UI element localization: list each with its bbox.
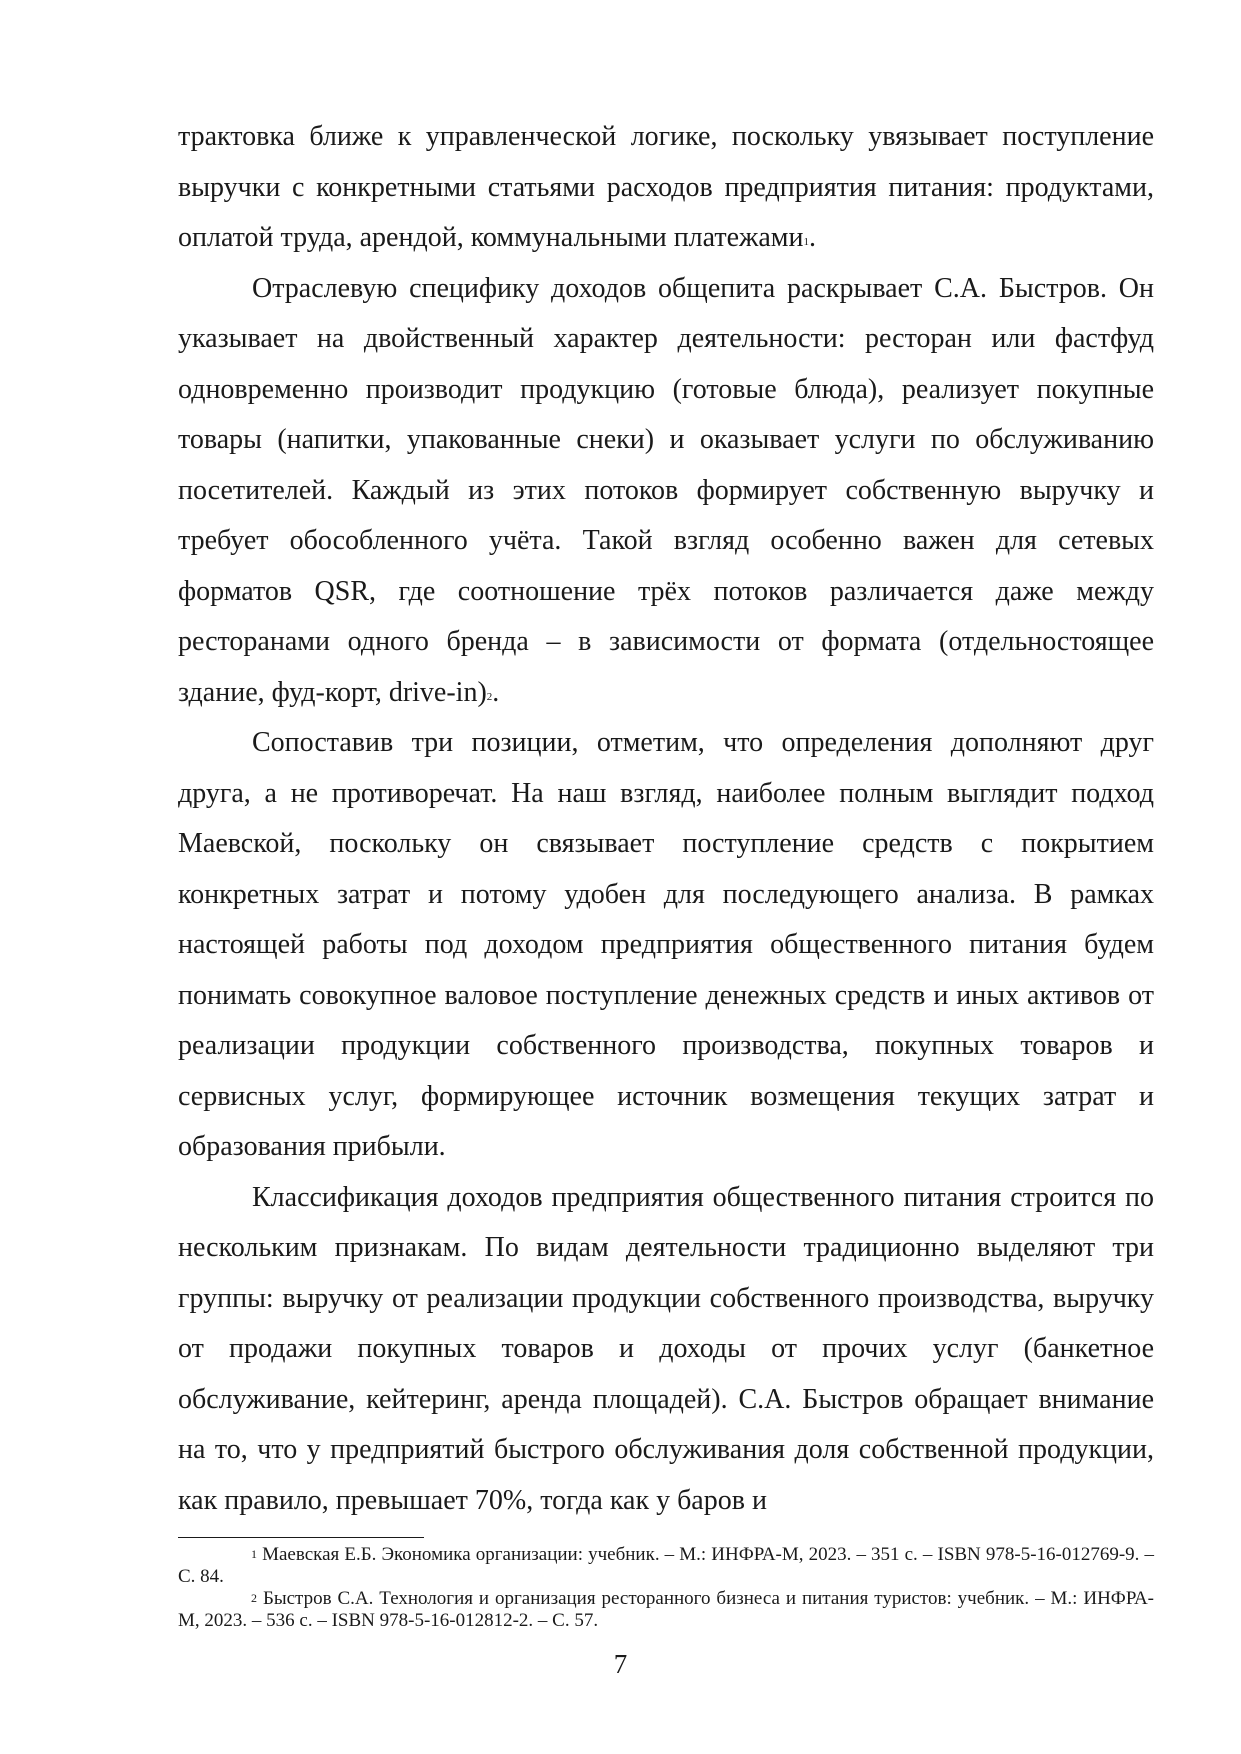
footnote-reference: 2 [486,690,493,703]
footnote-text: Маевская Е.Б. Экономика организации: учебник. – М.: ИНФРА-М, 2023. – 351 с. – ISBN 978-5-16-012769-9. – С. 84. [178,1544,1155,1587]
footnote-number: 1 [251,1547,257,1561]
paragraph-text: Отраслевую специфику доходов общепита раскрывает С.А. Быстров. Он указывает на двойственный характер деятельности: ресторан или фастфуд одновременно производит продукцию (готовые блюда), реализует покупные товары (напитки, упакованные снеки) и оказывает услуги по обслуживанию посетителей. Каждый из этих потоков формирует собственную выручку и требует обособленного учёта. Такой взгляд особенно важен для сетевых форматов QSR, где соотношение трёх потоков различается даже между ресторанами одного бренда – в зависимости от формата (отдельностоящее здание, фуд-корт, drive-in) [178,272,1154,708]
footnotes [178,1544,1154,1632]
paragraph-text: Классификация доходов предприятия общественного питания строится по нескольким признакам. По видам деятельности традиционно выделяют три группы: выручку от реализации продукции собственного производства, выручку от продажи покупных товаров и доходы от прочих услуг (банкетное обслуживание, кейтеринг, аренда площадей). С.А. Быстров обращает внимание на то, что у предприятий быстрого обслуживания доля собственной продукции, как правило, превышает 70%, тогда как у баров и [178,1181,1154,1516]
footnote-2 [178,1588,1154,1632]
paragraph-tail: . [809,222,816,253]
paragraph-text: трактовка ближе к управленческой логике, поскольку увязывает поступление выручки с конкретными статьями расходов предприятия питания: продуктами, оплатой труда, арендой, коммунальными платежами [178,121,1154,253]
footnote-number: 2 [251,1591,257,1605]
page-number: 7 [613,1649,628,1679]
paragraph-3 [178,718,1154,1173]
footnote-1 [178,1544,1154,1588]
footnote-separator [178,1537,424,1538]
footnote-reference: 1 [803,236,809,248]
document-body [178,112,1154,1526]
paragraph-2 [178,264,1154,719]
paragraph-4 [178,1173,1154,1527]
paragraph-tail: . [492,676,500,708]
footnote-text: Быстров С.А. Технология и организация ресторанного бизнеса и питания туристов: учебник. – М.: ИНФРА-М, 2023. – 536 с. – ISBN 978-5-16-012812-2. – С. 57. [178,1588,1155,1631]
paragraph-text: Сопоставив три позиции, отметим, что определения дополняют друг друга, а не противоречат. На наш взгляд, наиболее полным выглядит подход Маевской, поскольку он связывает поступление средств с покрытием конкретных затрат и потому удобен для последующего анализа. В рамках настоящей работы под доходом предприятия общественного питания будем понимать совокупное валовое поступление денежных средств и иных активов от реализации продукции собственного производства, покупных товаров и сервисных услуг, формирующее источник возмещения текущих затрат и образования прибыли. [178,727,1154,1162]
paragraph-1 [178,112,1154,264]
